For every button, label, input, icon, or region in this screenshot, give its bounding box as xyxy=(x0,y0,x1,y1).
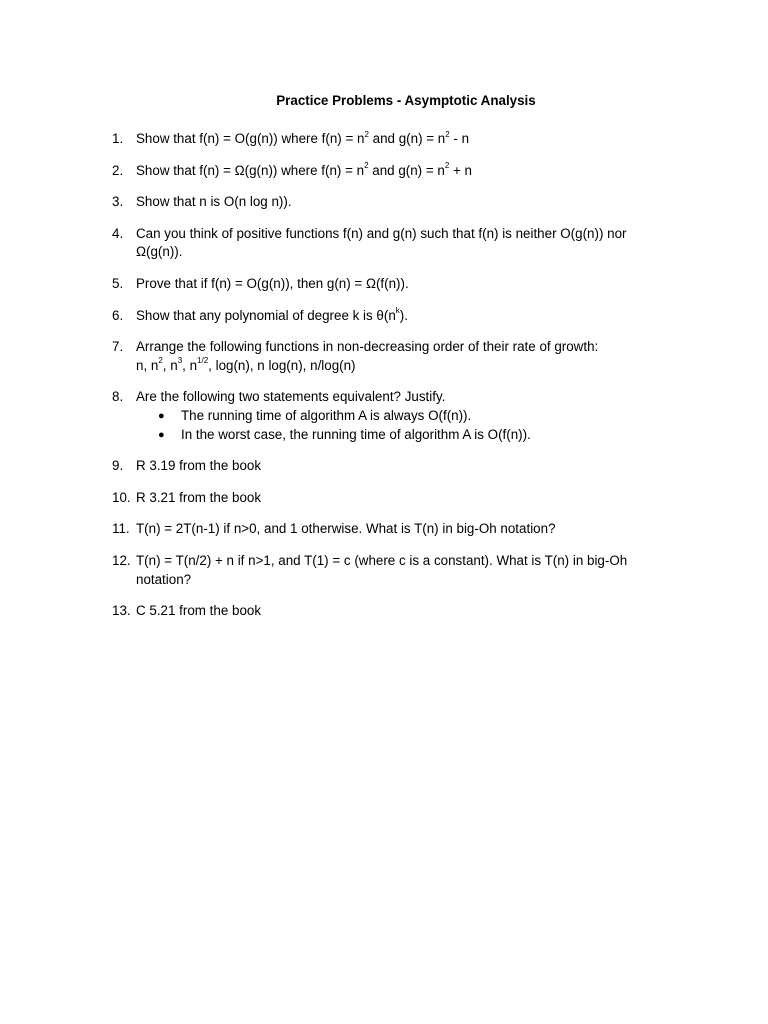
superscript: 2 xyxy=(445,129,450,139)
problem-number: 12. xyxy=(112,552,131,568)
text-segment: , n xyxy=(162,357,178,373)
problem-13 xyxy=(112,602,652,621)
superscript: k xyxy=(395,306,400,316)
superscript: 2 xyxy=(364,161,369,171)
problem-text: Show that n is O(n log n)). xyxy=(136,194,292,210)
problem-text-line-1: T(n) = T(n/2) + n if n>1, and T(1) = c (where c is a constant). What is T(n) in big-Oh xyxy=(136,552,628,568)
problem-text: C 5.21 from the book xyxy=(136,603,262,619)
problem-10 xyxy=(112,489,652,508)
problem-9 xyxy=(112,457,652,476)
problem-text: T(n) = 2T(n-1) if n>0, and 1 otherwise. What is T(n) in big-Oh notation? xyxy=(136,521,556,537)
list-item xyxy=(136,426,652,445)
problem-text-line-2: Ω(g(n)). xyxy=(136,244,183,260)
text-segment: and g(n) = n xyxy=(368,131,446,146)
problem-text-line-1: Can you think of positive functions f(n) and g(n) such that f(n) is neither O(g(n)) nor xyxy=(136,225,627,241)
problem-text xyxy=(136,162,652,181)
problem-3 xyxy=(112,193,652,212)
problem-6 xyxy=(112,307,652,326)
problem-12 xyxy=(112,552,652,589)
problem-number: 11. xyxy=(112,521,130,537)
problem-number: 1. xyxy=(112,131,124,146)
problem-number: 4. xyxy=(112,225,124,241)
problem-number: 10. xyxy=(112,489,131,505)
text-segment: Show that any polynomial of degree k is θ(n xyxy=(136,307,396,323)
bullet-icon: ● xyxy=(158,409,165,422)
text-segment: , log(n), n log(n), n/log(n) xyxy=(208,357,356,373)
text-segment: + n xyxy=(449,162,473,178)
bullet-text: The running time of algorithm A is always O(f(n)). xyxy=(181,407,472,423)
superscript: 2 xyxy=(364,129,369,139)
problem-number: 7. xyxy=(112,339,124,355)
bullet-list xyxy=(136,407,652,444)
problem-text-line-2: notation? xyxy=(136,571,192,587)
problem-number: 5. xyxy=(112,275,124,291)
text-segment: Show that f(n) = Ω(g(n)) where f(n) = n xyxy=(136,162,365,178)
text-segment: and g(n) = n xyxy=(368,162,445,178)
superscript: 1/2 xyxy=(197,356,209,366)
page-title: Practice Problems - Asymptotic Analysis xyxy=(276,93,536,108)
text-segment: Show that f(n) = O(g(n)) where f(n) = n xyxy=(136,131,365,146)
problem-text-line-2 xyxy=(136,357,652,376)
superscript: 3 xyxy=(177,356,183,366)
problem-number: 13. xyxy=(112,603,131,619)
superscript: 2 xyxy=(158,356,163,366)
bullet-icon: ● xyxy=(158,428,165,441)
problem-text: R 3.21 from the book xyxy=(136,489,262,505)
superscript: 2 xyxy=(444,161,450,171)
problem-number: 8. xyxy=(112,389,124,405)
bullet-text: In the worst case, the running time of algorithm A is O(f(n)). xyxy=(181,426,531,442)
text-segment: n, n xyxy=(136,357,159,373)
problem-list xyxy=(112,130,652,634)
problem-text xyxy=(136,307,652,326)
problem-2 xyxy=(112,162,652,181)
list-item xyxy=(136,407,652,426)
problem-1 xyxy=(112,130,652,149)
text-segment: - n xyxy=(449,131,470,146)
problem-number: 3. xyxy=(112,194,124,210)
problem-text: Prove that if f(n) = O(g(n)), then g(n) = Ω(f(n)). xyxy=(136,275,409,291)
problem-text: R 3.19 from the book xyxy=(136,458,262,474)
problem-number: 9. xyxy=(112,458,124,474)
problem-7 xyxy=(112,338,652,375)
problem-5 xyxy=(112,275,652,294)
problem-number: 6. xyxy=(112,307,124,323)
problem-8 xyxy=(112,388,652,444)
text-segment: , n xyxy=(182,357,198,373)
problem-text-line-1: Arrange the following functions in non-decreasing order of their rate of growth: xyxy=(136,339,599,355)
problem-number: 2. xyxy=(112,162,124,178)
text-segment: ). xyxy=(399,307,408,323)
problem-11 xyxy=(112,520,652,539)
problem-text: Are the following two statements equivalent? Justify. xyxy=(136,389,446,405)
problem-text xyxy=(136,130,652,149)
problem-4 xyxy=(112,225,652,262)
